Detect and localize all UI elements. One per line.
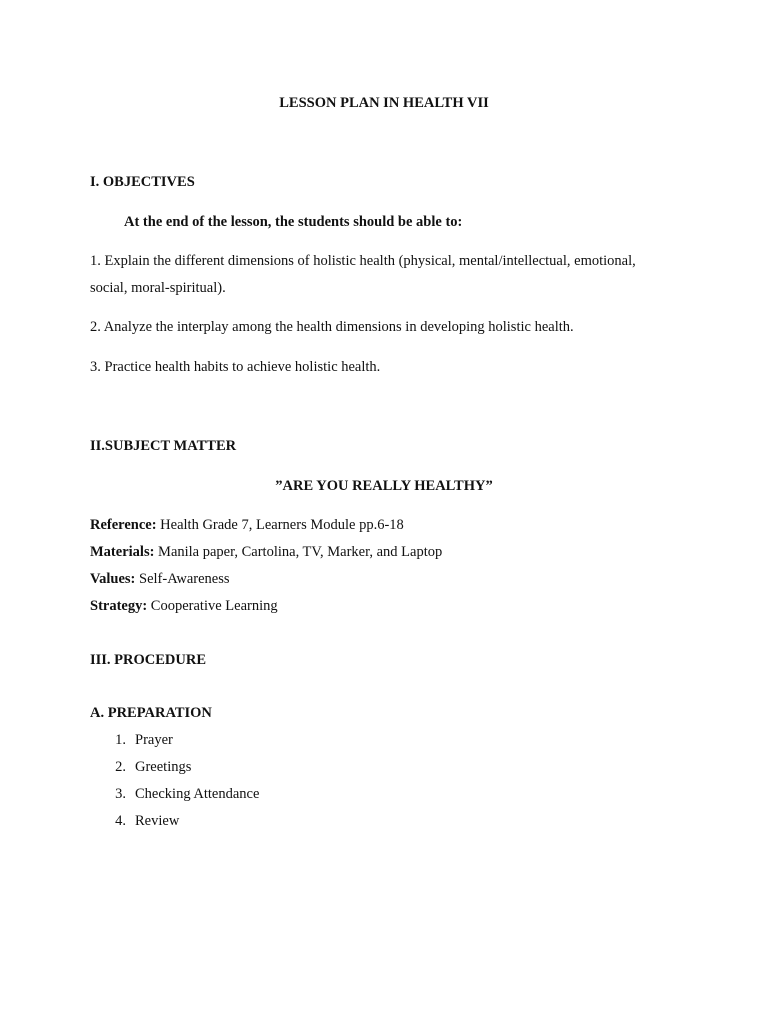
objective-item-1-line-2: social, moral-spiritual). — [90, 280, 226, 296]
subject-topic: ”ARE YOU REALLY HEALTHY” — [275, 478, 493, 494]
subject-field-strategy — [90, 599, 278, 614]
field-value: Self-Awareness — [139, 571, 230, 587]
objectives-intro: At the end of the lesson, the students should be able to: — [124, 214, 463, 230]
list-item-text: Checking Attendance — [135, 786, 260, 802]
objective-item-1-line-1: 1. Explain the different dimensions of holistic health (physical, mental/intellectual, emotional, — [90, 253, 636, 269]
list-item-text: Prayer — [135, 732, 173, 748]
field-label: Strategy: — [90, 598, 148, 614]
field-value: Cooperative Learning — [150, 598, 278, 614]
subject-matter-heading: II.SUBJECT MATTER — [90, 438, 237, 454]
list-item-number: 3. — [115, 786, 126, 802]
field-value: Health Grade 7, Learners Module pp.6-18 — [160, 517, 404, 533]
list-item-text: Greetings — [135, 759, 192, 775]
list-item — [0, 760, 400, 776]
field-label: Values: — [90, 571, 136, 587]
list-item-text: Review — [135, 813, 180, 829]
objective-item-3: 3. Practice health habits to achieve holistic health. — [90, 359, 381, 375]
subject-field-materials — [90, 545, 442, 560]
list-item-number: 2. — [115, 759, 126, 775]
list-item — [0, 787, 400, 803]
list-item — [0, 814, 400, 830]
field-value: Manila paper, Cartolina, TV, Marker, and Laptop — [158, 544, 443, 560]
objectives-heading: I. OBJECTIVES — [90, 174, 195, 190]
list-item-number: 1. — [115, 732, 126, 748]
preparation-heading: A. PREPARATION — [90, 705, 212, 721]
subject-field-values — [90, 572, 230, 587]
objective-item-2: 2. Analyze the interplay among the health dimensions in developing holistic health. — [90, 319, 574, 335]
field-label: Materials: — [90, 544, 155, 560]
list-item — [0, 733, 400, 749]
document-title: LESSON PLAN IN HEALTH VII — [279, 95, 489, 111]
subject-field-reference — [90, 518, 404, 533]
field-label: Reference: — [90, 517, 157, 533]
list-item-number: 4. — [115, 813, 126, 829]
procedure-heading: III. PROCEDURE — [90, 652, 207, 668]
